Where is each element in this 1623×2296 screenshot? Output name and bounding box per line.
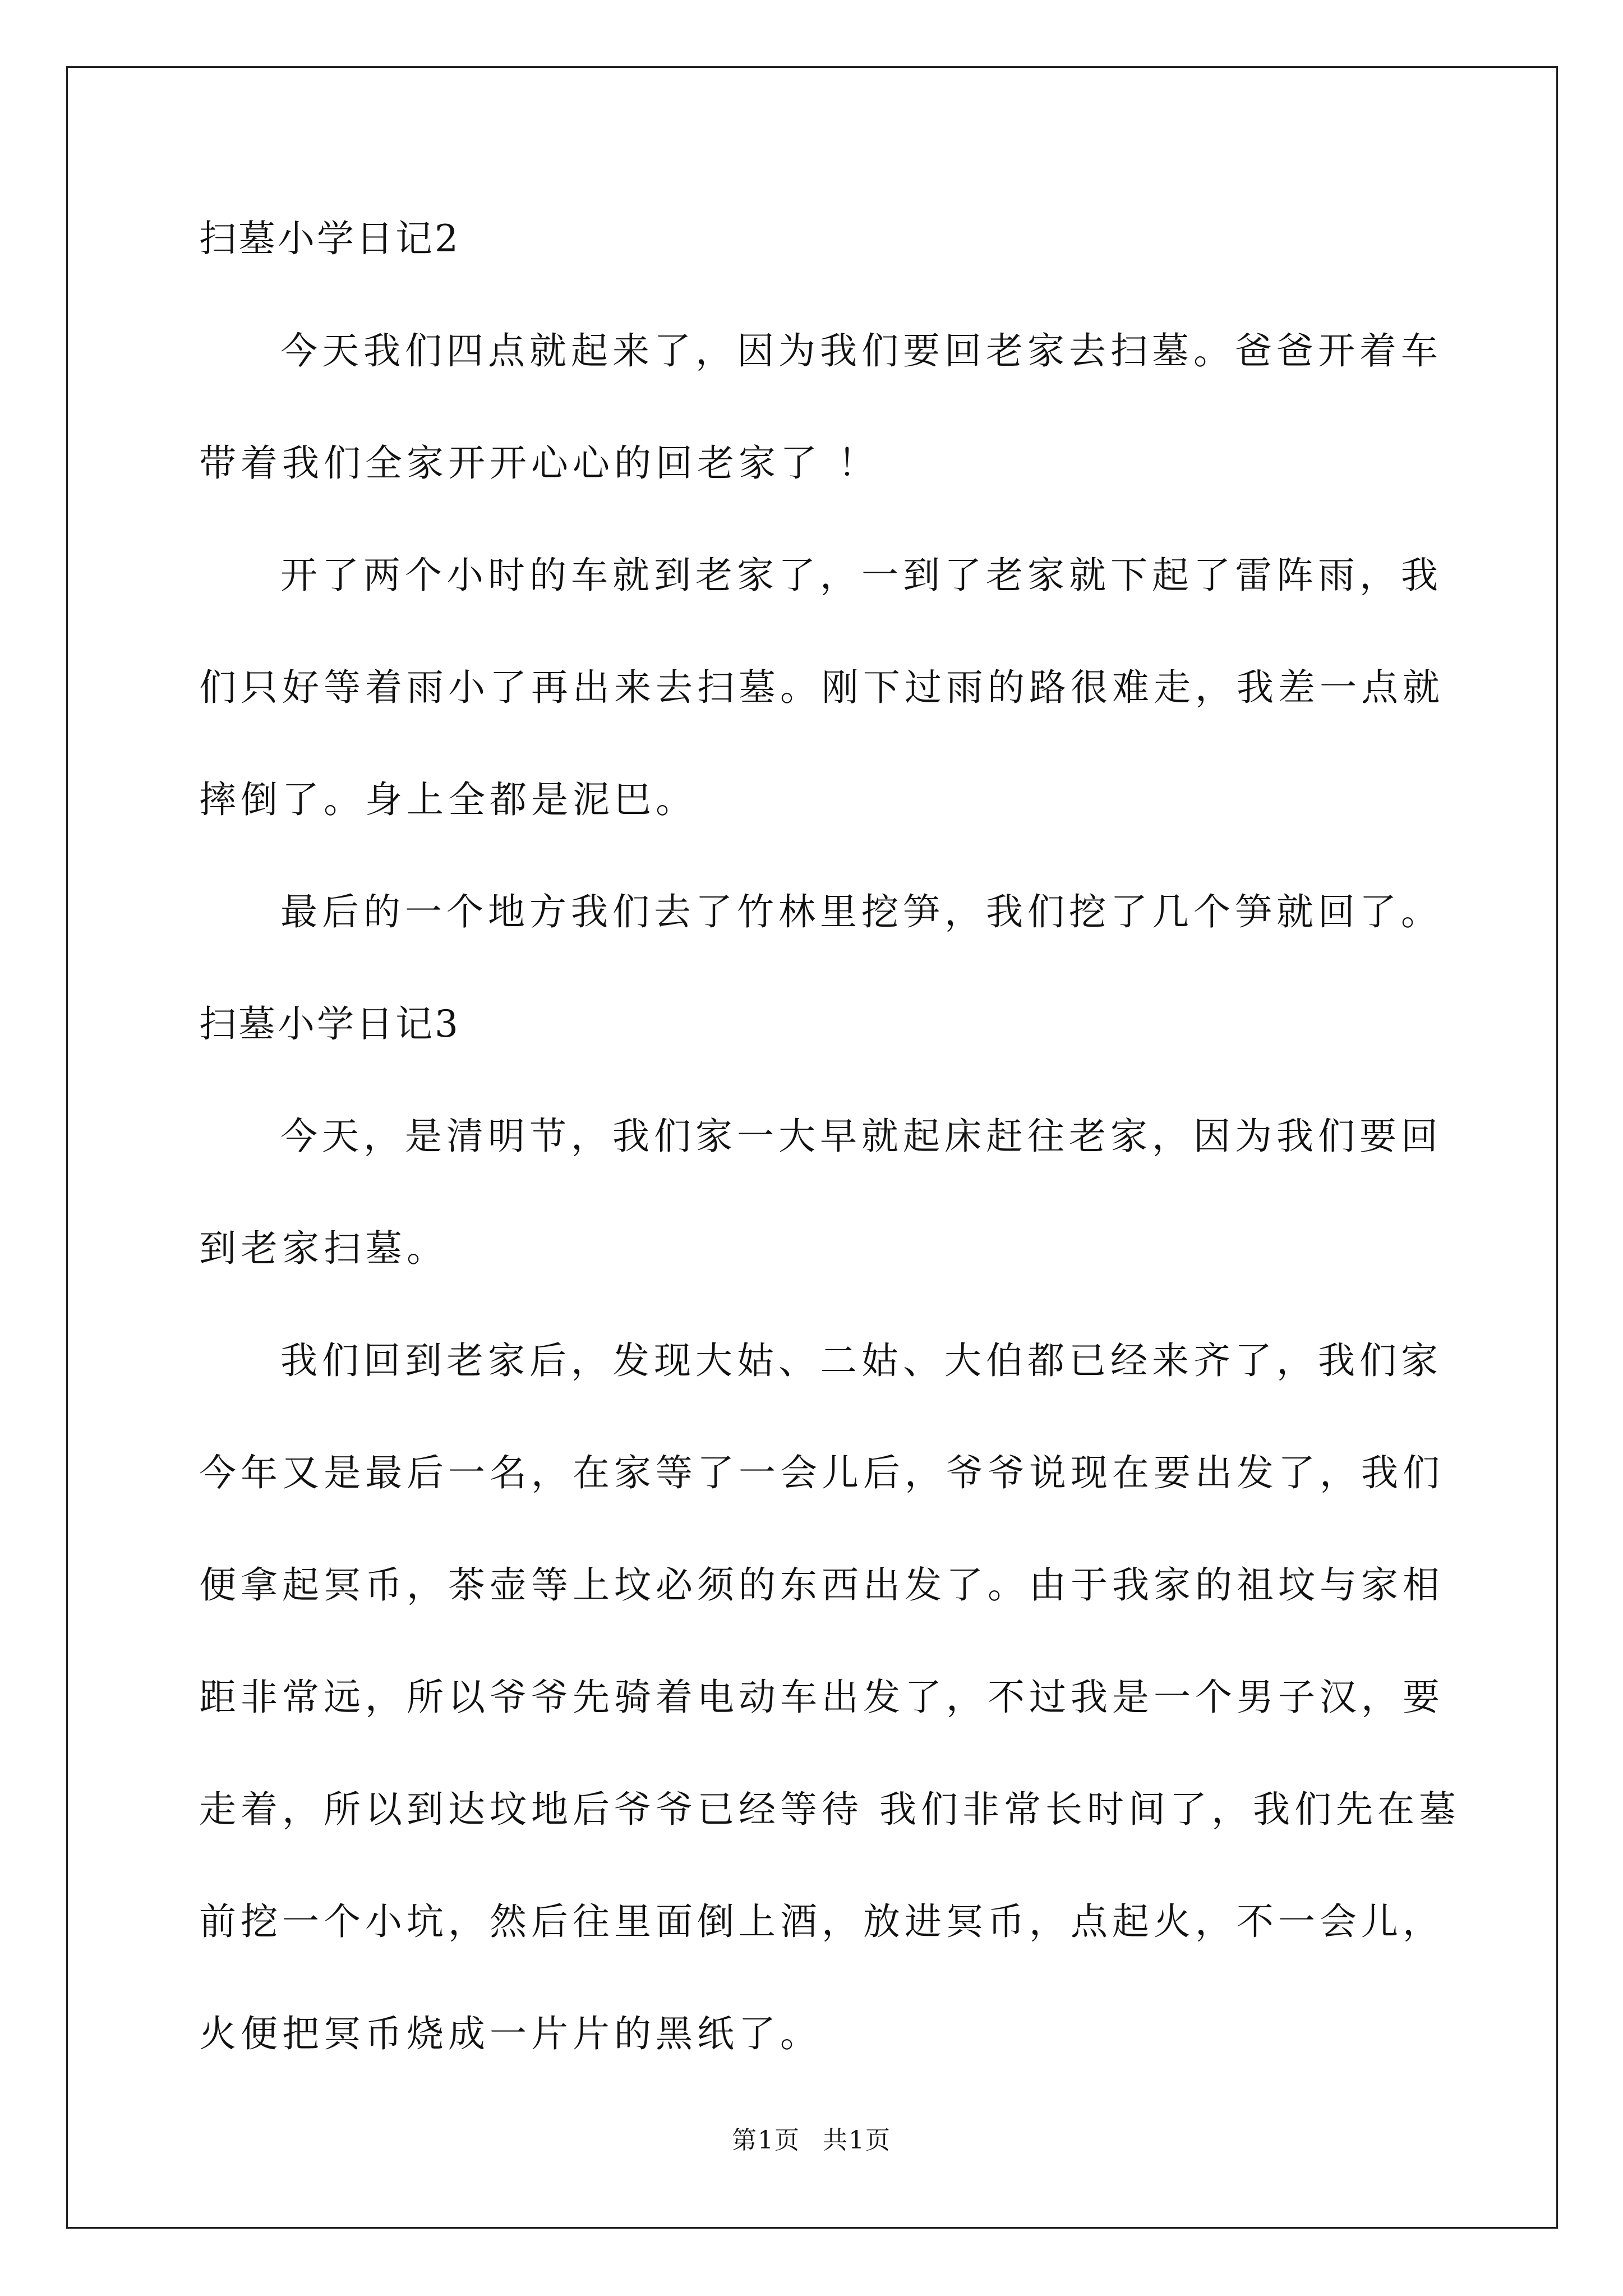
paragraph-line: 走着，所以到达坟地后爷爷已经等待 我们非常长时间了，我们先在墓 (199, 1788, 1460, 1831)
paragraph-line: 摔倒了。身上全都是泥巴。 (199, 778, 697, 821)
paragraph-line: 前挖一个小坑，然后往里面倒上酒，放进冥币，点起火，不一会儿， (199, 1900, 1444, 1943)
paragraph-line: 们只好等着雨小了再出来去扫墓。刚下过雨的路很难走，我差一点就 (199, 666, 1444, 709)
paragraph-line: 便拿起冥币，茶壶等上坟必须的东西出发了。由于我家的祖坟与家相 (199, 1563, 1444, 1607)
paragraph-line: 今天我们四点就起来了，因为我们要回老家去扫墓。爸爸开着车 (280, 329, 1442, 372)
paragraph-line: 今天，是清明节，我们家一大早就起床赶往老家，因为我们要回 (280, 1115, 1442, 1158)
paragraph-line: 火便把冥币烧成一片片的黑纸了。 (199, 2012, 822, 2055)
section-heading: 扫墓小学日记2 (199, 217, 460, 260)
page-number: 第1页 (732, 2126, 800, 2155)
paragraph-line: 我们回到老家后，发现大姑、二姑、大伯都已经来齐了，我们家 (280, 1339, 1442, 1382)
page-footer (0, 2127, 1623, 2155)
paragraph-line: 距非常远，所以爷爷先骑着电动车出发了，不过我是一个男子汉，要 (199, 1676, 1444, 1719)
paragraph-line: 开了两个小时的车就到老家了，一到了老家就下起了雷阵雨，我 (280, 554, 1442, 597)
section-heading: 扫墓小学日记3 (199, 1002, 460, 1046)
page-total: 共1页 (823, 2126, 891, 2155)
paragraph-line: 到老家扫墓。 (199, 1227, 448, 1270)
paragraph-line: 带着我们全家开开心心的回老家了 ！ (199, 441, 879, 485)
document-body (199, 217, 1460, 2126)
paragraph-line: 最后的一个地方我们去了竹林里挖笋，我们挖了几个笋就回了。 (280, 890, 1442, 933)
paragraph-line: 今年又是最后一名，在家等了一会儿后，爷爷说现在要出发了，我们 (199, 1451, 1444, 1494)
